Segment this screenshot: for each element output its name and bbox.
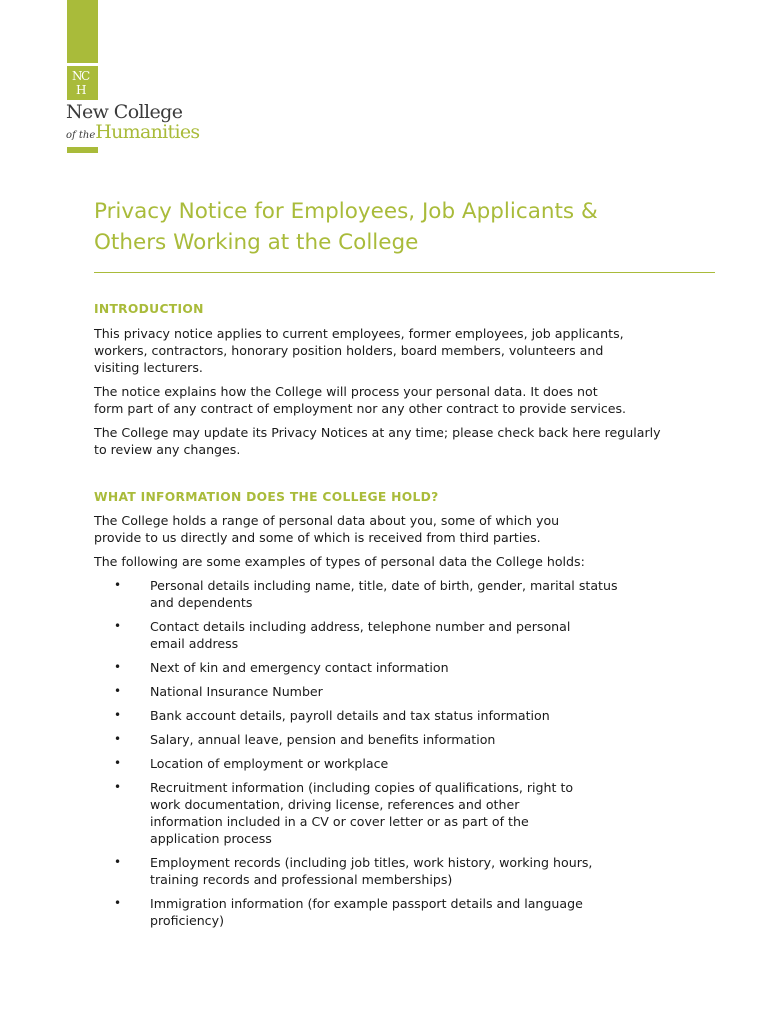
intro-p2-line-1: The notice explains how the College will process your personal data. It does not xyxy=(94,384,598,399)
list-item xyxy=(94,659,724,676)
document-title-line-1: Privacy Notice for Employees, Job Applicants & xyxy=(94,199,598,224)
logo-text-humanities xyxy=(66,121,199,143)
logo-monogram-h: H xyxy=(76,83,87,97)
bullet-icon: • xyxy=(114,756,122,770)
logo-top-bar xyxy=(67,0,98,63)
logo-monogram-n: N xyxy=(72,69,83,83)
bullet-icon: • xyxy=(114,708,122,722)
intro-paragraph-1 xyxy=(94,325,724,376)
document-title xyxy=(94,196,724,258)
personal-data-list xyxy=(94,577,724,929)
logo-monogram xyxy=(67,66,98,100)
intro-p1-line-3: visiting lecturers. xyxy=(94,360,203,375)
list-item xyxy=(94,779,724,847)
logo-text-new-college: New College xyxy=(66,101,183,123)
intro-p2-line-2: form part of any contract of employment nor any other contract to provide services. xyxy=(94,401,627,416)
list-item-text: and dependents xyxy=(150,595,253,610)
bullet-icon: • xyxy=(114,578,122,592)
list-item-text: Recruitment information (including copies of qualifications, right to xyxy=(150,780,574,795)
list-item-text: National Insurance Number xyxy=(150,684,323,699)
list-item-text: work documentation, driving license, references and other xyxy=(150,797,520,812)
bullet-icon: • xyxy=(114,619,122,633)
intro-p1-line-1: This privacy notice applies to current employees, former employees, job applicants, xyxy=(94,326,624,341)
list-item xyxy=(94,895,724,929)
list-item-text: Contact details including address, telephone number and personal xyxy=(150,619,571,634)
list-item-text: Immigration information (for example passport details and language xyxy=(150,896,583,911)
logo-monogram-c: C xyxy=(81,69,91,83)
section-heading-introduction: INTRODUCTION xyxy=(94,302,204,316)
intro-paragraph-3 xyxy=(94,424,724,458)
list-item xyxy=(94,707,724,724)
intro-p3-line-2: to review any changes. xyxy=(94,442,241,457)
list-item xyxy=(94,618,724,652)
list-item-text: email address xyxy=(150,636,239,651)
bullet-icon: • xyxy=(114,684,122,698)
bullet-icon: • xyxy=(114,896,122,910)
intro-p1-line-2: workers, contractors, honorary position holders, board members, volunteers and xyxy=(94,343,604,358)
logo-text-humanities-word: Humanities xyxy=(95,121,200,143)
info-p1-line-2: provide to us directly and some of which is received from third parties. xyxy=(94,530,541,545)
logo-text-of-the: of the xyxy=(66,130,96,141)
bullet-icon: • xyxy=(114,660,122,674)
bullet-icon: • xyxy=(114,855,122,869)
list-item-text: Salary, annual leave, pension and benefits information xyxy=(150,732,496,747)
info-paragraph-2: The following are some examples of types of personal data the College holds: xyxy=(94,554,585,569)
info-paragraph-1 xyxy=(94,512,724,546)
document-body xyxy=(94,196,724,929)
college-logo xyxy=(66,0,206,160)
list-item-text: Location of employment or workplace xyxy=(150,756,389,771)
list-item-text: information included in a CV or cover letter or as part of the xyxy=(150,814,529,829)
intro-p3-line-1: The College may update its Privacy Notices at any time; please check back here regularly xyxy=(94,425,661,440)
bullet-icon: • xyxy=(114,780,122,794)
list-item xyxy=(94,854,724,888)
intro-paragraph-2 xyxy=(94,383,724,417)
section-heading-what-information: WHAT INFORMATION DOES THE COLLEGE HOLD? xyxy=(94,490,439,504)
list-item-text: Personal details including name, title, date of birth, gender, marital status xyxy=(150,578,618,593)
list-item-text: proficiency) xyxy=(150,913,224,928)
list-item-text: Bank account details, payroll details and tax status information xyxy=(150,708,550,723)
bullet-icon: • xyxy=(114,732,122,746)
logo-bottom-bar xyxy=(67,147,98,153)
list-item-text: application process xyxy=(150,831,272,846)
title-divider xyxy=(94,272,715,273)
list-item-text: Next of kin and emergency contact information xyxy=(150,660,449,675)
list-item xyxy=(94,755,724,772)
list-item xyxy=(94,577,724,611)
list-item xyxy=(94,683,724,700)
list-item xyxy=(94,731,724,748)
info-p1-line-1: The College holds a range of personal data about you, some of which you xyxy=(94,513,560,528)
document-title-line-2: Others Working at the College xyxy=(94,230,419,255)
list-item-text: Employment records (including job titles, work history, working hours, xyxy=(150,855,593,870)
list-item-text: training records and professional memberships) xyxy=(150,872,453,887)
